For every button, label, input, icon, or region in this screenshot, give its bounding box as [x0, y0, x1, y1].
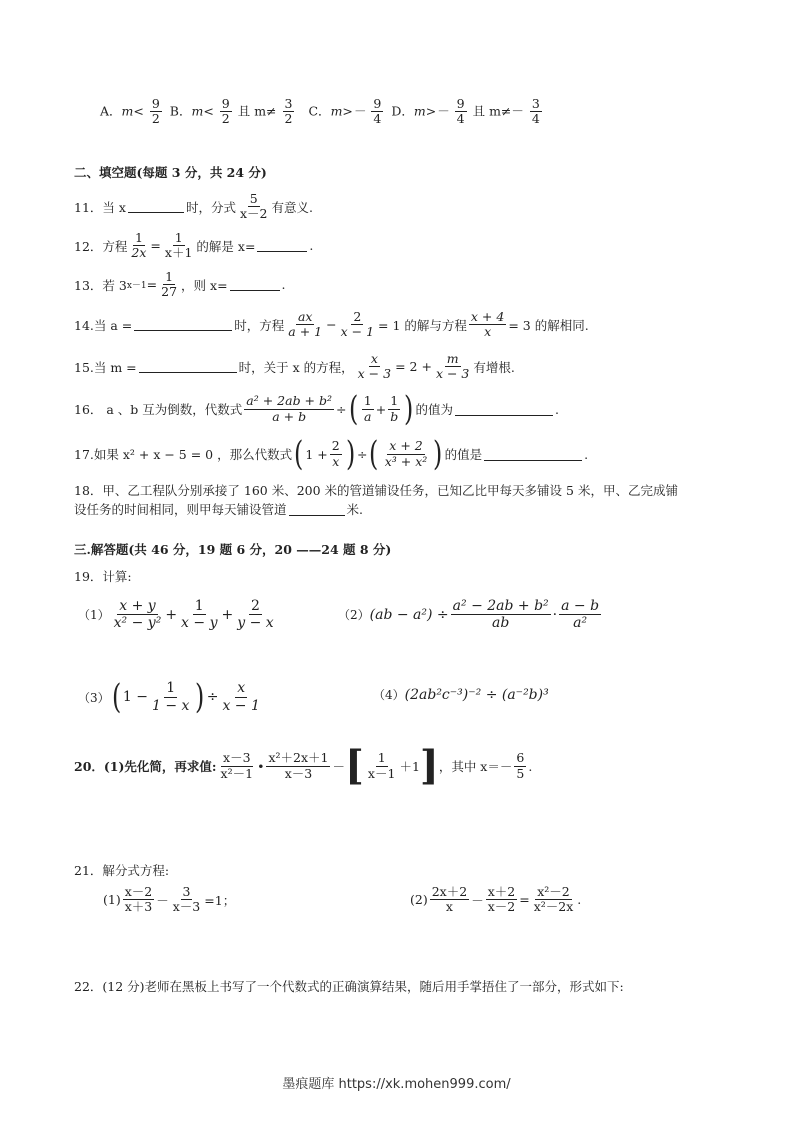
answer-blank[interactable]	[139, 360, 237, 373]
question-19-part-2: （2） (ab − a²) ÷ $\frac{\text{a² − 2ab + b²}}{ab}$ · $\frac{a - b}{\text{a²}}$	[338, 598, 600, 632]
question-18-line-1: 18．甲、乙工程队分别承接了 160 米、200 米的管道铺设任务，已知乙比甲每天多铺设 5 米，甲、乙完成铺	[74, 483, 678, 498]
question-18-line-2: 设任务的时间相同，则甲每天铺设管道 米.	[74, 502, 363, 517]
question-19-part-4: （4） (2ab²c⁻³)⁻² ÷ (a⁻²b)³	[373, 686, 549, 703]
answer-blank[interactable]	[128, 200, 184, 213]
section-3-heading: 三.解答题(共 46 分，19 题 6 分，20 ——24 题 8 分)	[74, 542, 392, 557]
question-19-part-1: （1） $\frac{x + y}{\text{x² − y²}}$ + $\frac{1}{x - y}$ + $\frac{2}{y - x}$	[78, 598, 274, 632]
answer-blank[interactable]	[134, 318, 232, 331]
option-c: C．m>－ $\frac{9}{4}$	[308, 96, 382, 127]
question-21-part-2: (2) $\frac{2x+2}{x}$ － $\frac{x+2}{x-2}$ = $\frac{\text{x²－2}}{\text{x²－2x}}$ .	[410, 884, 582, 915]
option-d: D．m>－ $\frac{9}{4}$ 且 m≠－ $\frac{3}{4}$	[391, 96, 540, 127]
answer-blank[interactable]	[230, 278, 280, 291]
answer-blank[interactable]	[455, 403, 553, 416]
answer-blank[interactable]	[257, 239, 307, 252]
option-b: B．m< $\frac{9}{2}$ 且 m≠ $\frac{3}{2}$	[169, 96, 293, 127]
question-20: 20．(1)先化简，再求值: $\frac{x-3}{\text{x²－1}}$ • $\frac{\text{x²＋2x＋1}}{x-3}$ － [ $\frac{1}{x-1}$ ＋1 ] ，其中 x＝－ $\frac{6}{5}$ .	[74, 742, 533, 789]
footer-watermark: 墨痕题库 https://xk.mohen999.com/	[282, 1077, 511, 1092]
question-15: 15.当 m = 时，关于 x 的方程， $\frac{x}{x - 3}$ = 2 + $\frac{m}{x - 3}$ 有增根.	[74, 351, 515, 382]
question-21-part-1: (1) $\frac{x-2}{x+3}$ － $\frac{3}{x-3}$ =1；	[103, 884, 236, 915]
option-a: A．m< $\frac{9}{2}$	[100, 96, 160, 127]
question-16: 16． a 、b 互为倒数，代数式 $\frac{\text{a² + 2ab + b²}}{a + b}$ ÷ ( $\frac{1}{a}$ + $\frac{1}{b}$ ) 的值为 .	[74, 389, 559, 429]
question-14: 14.当 a = 时，方程 $\frac{ax}{a + 1}$ − $\frac{2}{x - 1}$ = 1 的解与方程 $\frac{x + 4}{x}$ = 3 的解相同.	[74, 309, 589, 340]
question-21-title: 21．解分式方程:	[74, 863, 170, 878]
question-22: 22．(12 分)老师在黑板上书写了一个代数式的正确演算结果，随后用手掌捂住了一部分，形式如下:	[74, 979, 624, 994]
question-11: 11．当 x 时，分式 $\frac{5}{x-2}$ 有意义.	[74, 191, 313, 222]
answer-blank[interactable]	[484, 448, 582, 461]
question-19-part-3: （3） ( 1 − $\frac{1}{1 - x}$ ) ÷ $\frac{x}{x - 1}$	[78, 677, 260, 717]
question-12: 12．方程 $\frac{1}{2x}$ = $\frac{1}{x+1}$ 的解是 x= .	[74, 230, 314, 261]
question-13: 13．若 3 x－1 = $\frac{1}{27}$ ，则 x= .	[74, 269, 286, 300]
section-2-heading: 二、填空题(每题 3 分，共 24 分)	[74, 165, 267, 180]
question-17: 17.如果 x² + x − 5 = 0 ，那么代数式 ( 1 + $\frac{2}{x}$ ) ÷ ( $\frac{x + 2}{\text{x³ + x²}}$ ) 的值是 .	[74, 434, 589, 474]
question-19-title: 19．计算:	[74, 569, 132, 584]
fraction: $\frac{9}{2}$	[151, 96, 160, 127]
q10-options	[100, 97, 544, 127]
answer-blank[interactable]	[289, 503, 345, 516]
